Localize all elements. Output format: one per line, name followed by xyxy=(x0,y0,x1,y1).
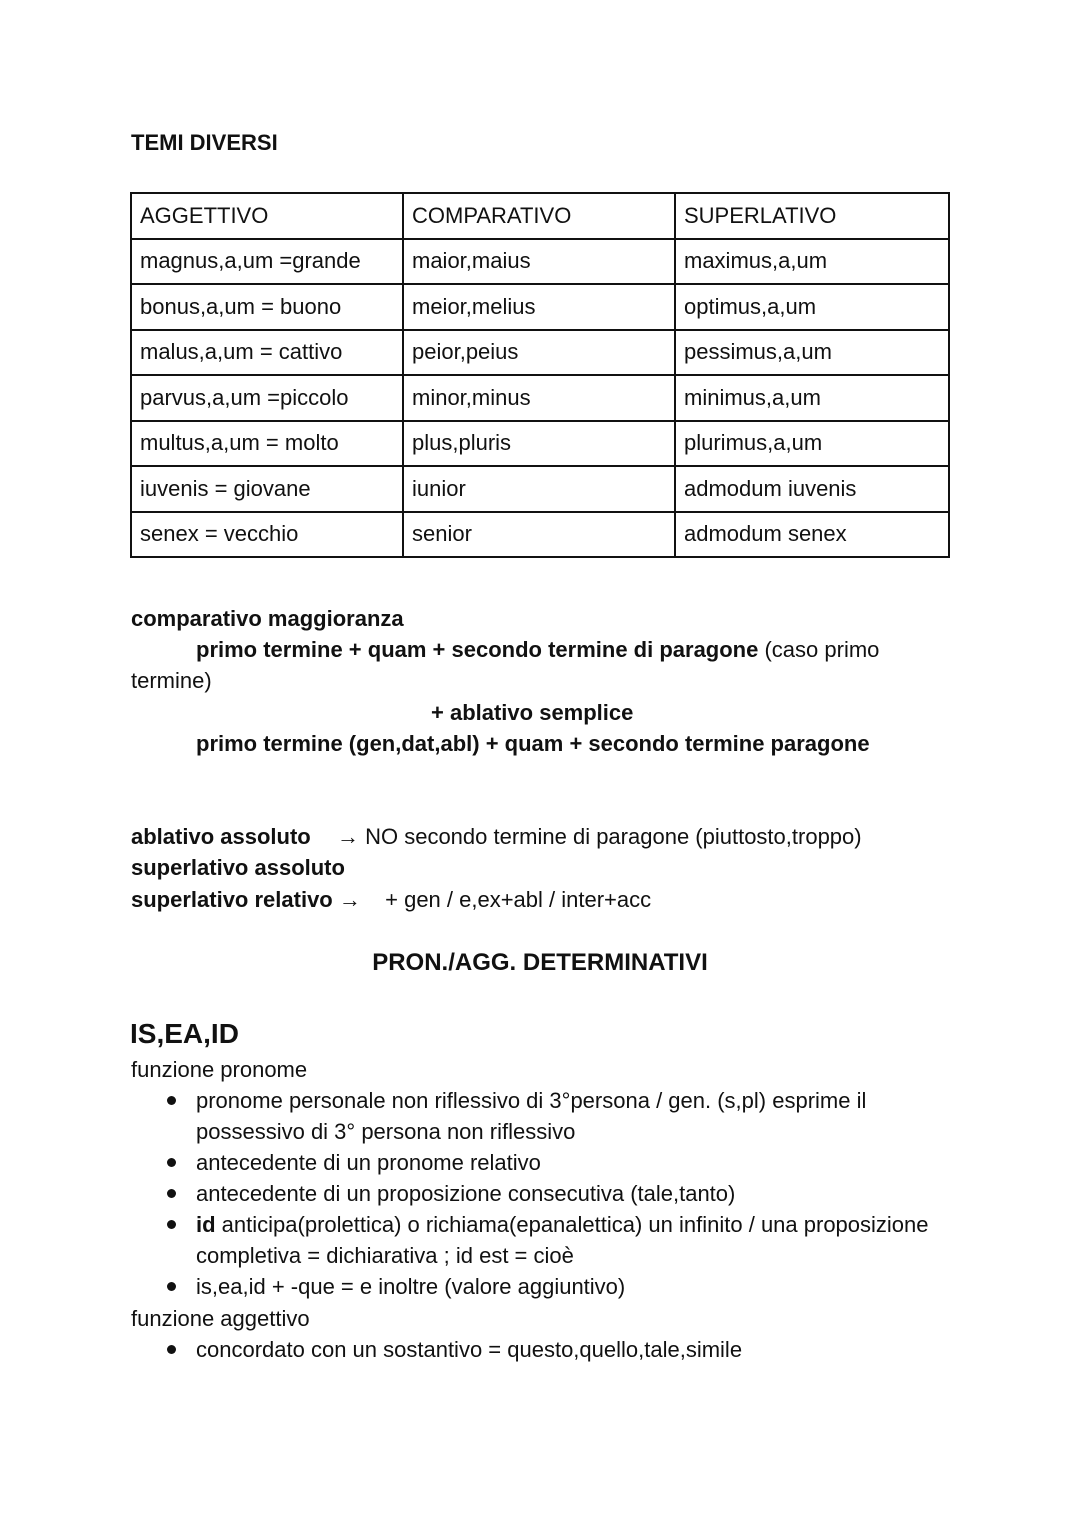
section-heading-pron-agg: PRON./AGG. DETERMINATIVI xyxy=(372,949,708,976)
table-cell: peior,peius xyxy=(403,330,675,376)
table-cell: minimus,a,um xyxy=(675,375,949,421)
table-row xyxy=(131,375,949,421)
section-heading-temi-diversi: TEMI DIVERSI xyxy=(131,130,278,155)
arrow-icon: → xyxy=(338,887,361,912)
comparativo-alternative: + ablativo semplice xyxy=(431,700,634,725)
list-item: concordato con un sostantivo = questo,quello,tale,simile xyxy=(130,1334,930,1365)
superlativo-assoluto-label: superlativo assoluto xyxy=(131,855,345,880)
table-row xyxy=(131,512,949,558)
comparativo-rule-1-continuation: termine) xyxy=(131,668,212,693)
table-cell: magnus,a,um =grande xyxy=(131,239,403,285)
table-cell: minor,minus xyxy=(403,375,675,421)
bullet-icon xyxy=(167,1158,176,1167)
list-item: pronome personale non riflessivo di 3°persona / gen. (s,pl) esprime il possessivo di 3° persona non riflessivo xyxy=(130,1085,930,1147)
comparativo-rule-1 xyxy=(196,634,879,665)
table-cell: plus,pluris xyxy=(403,421,675,467)
table-row xyxy=(131,330,949,376)
table-cell: senior xyxy=(403,512,675,558)
bullet-icon xyxy=(167,1220,176,1229)
subsection-heading-is-ea-id: IS,EA,ID xyxy=(130,1018,239,1049)
table-cell: maximus,a,um xyxy=(675,239,949,285)
ablativo-assoluto-line xyxy=(131,821,862,852)
list-item: antecedente di un pronome relativo xyxy=(130,1147,930,1178)
list-item: is,ea,id + -que = e inoltre (valore aggiuntivo) xyxy=(130,1271,930,1302)
comparativo-rule-1-plain: (caso primo xyxy=(758,637,880,662)
table-row xyxy=(131,239,949,285)
table-row xyxy=(131,466,949,512)
aggettivo-bullet-list xyxy=(130,1334,930,1365)
table-cell: senex = vecchio xyxy=(131,512,403,558)
ablativo-assoluto-text: NO secondo termine di paragone (piuttosto,troppo) xyxy=(365,824,862,849)
ablativo-assoluto-label: ablativo assoluto xyxy=(131,824,311,849)
list-item: antecedente di un proposizione consecutiva (tale,tanto) xyxy=(130,1178,930,1209)
table-cell: malus,a,um = cattivo xyxy=(131,330,403,376)
pronome-bullet-list xyxy=(130,1085,930,1302)
comparison-table xyxy=(130,192,950,558)
list-item: id anticipa(prolettica) o richiama(epanalettica) un infinito / una proposizione completiva = dichiarativa ; id est = cioè xyxy=(130,1209,930,1271)
bullet-icon xyxy=(167,1345,176,1354)
table-header-cell: SUPERLATIVO xyxy=(675,193,949,239)
table-cell: maior,maius xyxy=(403,239,675,285)
bullet-icon xyxy=(167,1189,176,1198)
table-header-cell: AGGETTIVO xyxy=(131,193,403,239)
table-cell: admodum iuvenis xyxy=(675,466,949,512)
superlativo-relativo-line xyxy=(131,884,651,915)
superlativo-relativo-text: + gen / e,ex+abl / inter+acc xyxy=(385,887,652,912)
table-cell: meior,melius xyxy=(403,284,675,330)
table-header-row xyxy=(131,193,949,239)
comparativo-rule-2: primo termine (gen,dat,abl) + quam + secondo termine paragone xyxy=(196,731,870,756)
table-cell: admodum senex xyxy=(675,512,949,558)
bullet-icon xyxy=(167,1282,176,1291)
comparativo-rule-1-bold: primo termine + quam + secondo termine di paragone xyxy=(196,637,759,662)
table-row xyxy=(131,421,949,467)
comparativo-heading: comparativo maggioranza xyxy=(131,606,404,631)
table-cell: plurimus,a,um xyxy=(675,421,949,467)
table-header-cell: COMPARATIVO xyxy=(403,193,675,239)
bullet-icon xyxy=(167,1096,176,1105)
table-cell: iuvenis = giovane xyxy=(131,466,403,512)
superlativo-relativo-label: superlativo relativo xyxy=(131,887,333,912)
table-row xyxy=(131,284,949,330)
table-cell: parvus,a,um =piccolo xyxy=(131,375,403,421)
funzione-aggettivo-label: funzione aggettivo xyxy=(131,1306,310,1331)
table-cell: optimus,a,um xyxy=(675,284,949,330)
arrow-icon: → xyxy=(336,824,359,849)
table-cell: multus,a,um = molto xyxy=(131,421,403,467)
table-cell: pessimus,a,um xyxy=(675,330,949,376)
table-cell: bonus,a,um = buono xyxy=(131,284,403,330)
funzione-pronome-label: funzione pronome xyxy=(131,1057,308,1082)
table-cell: iunior xyxy=(403,466,675,512)
